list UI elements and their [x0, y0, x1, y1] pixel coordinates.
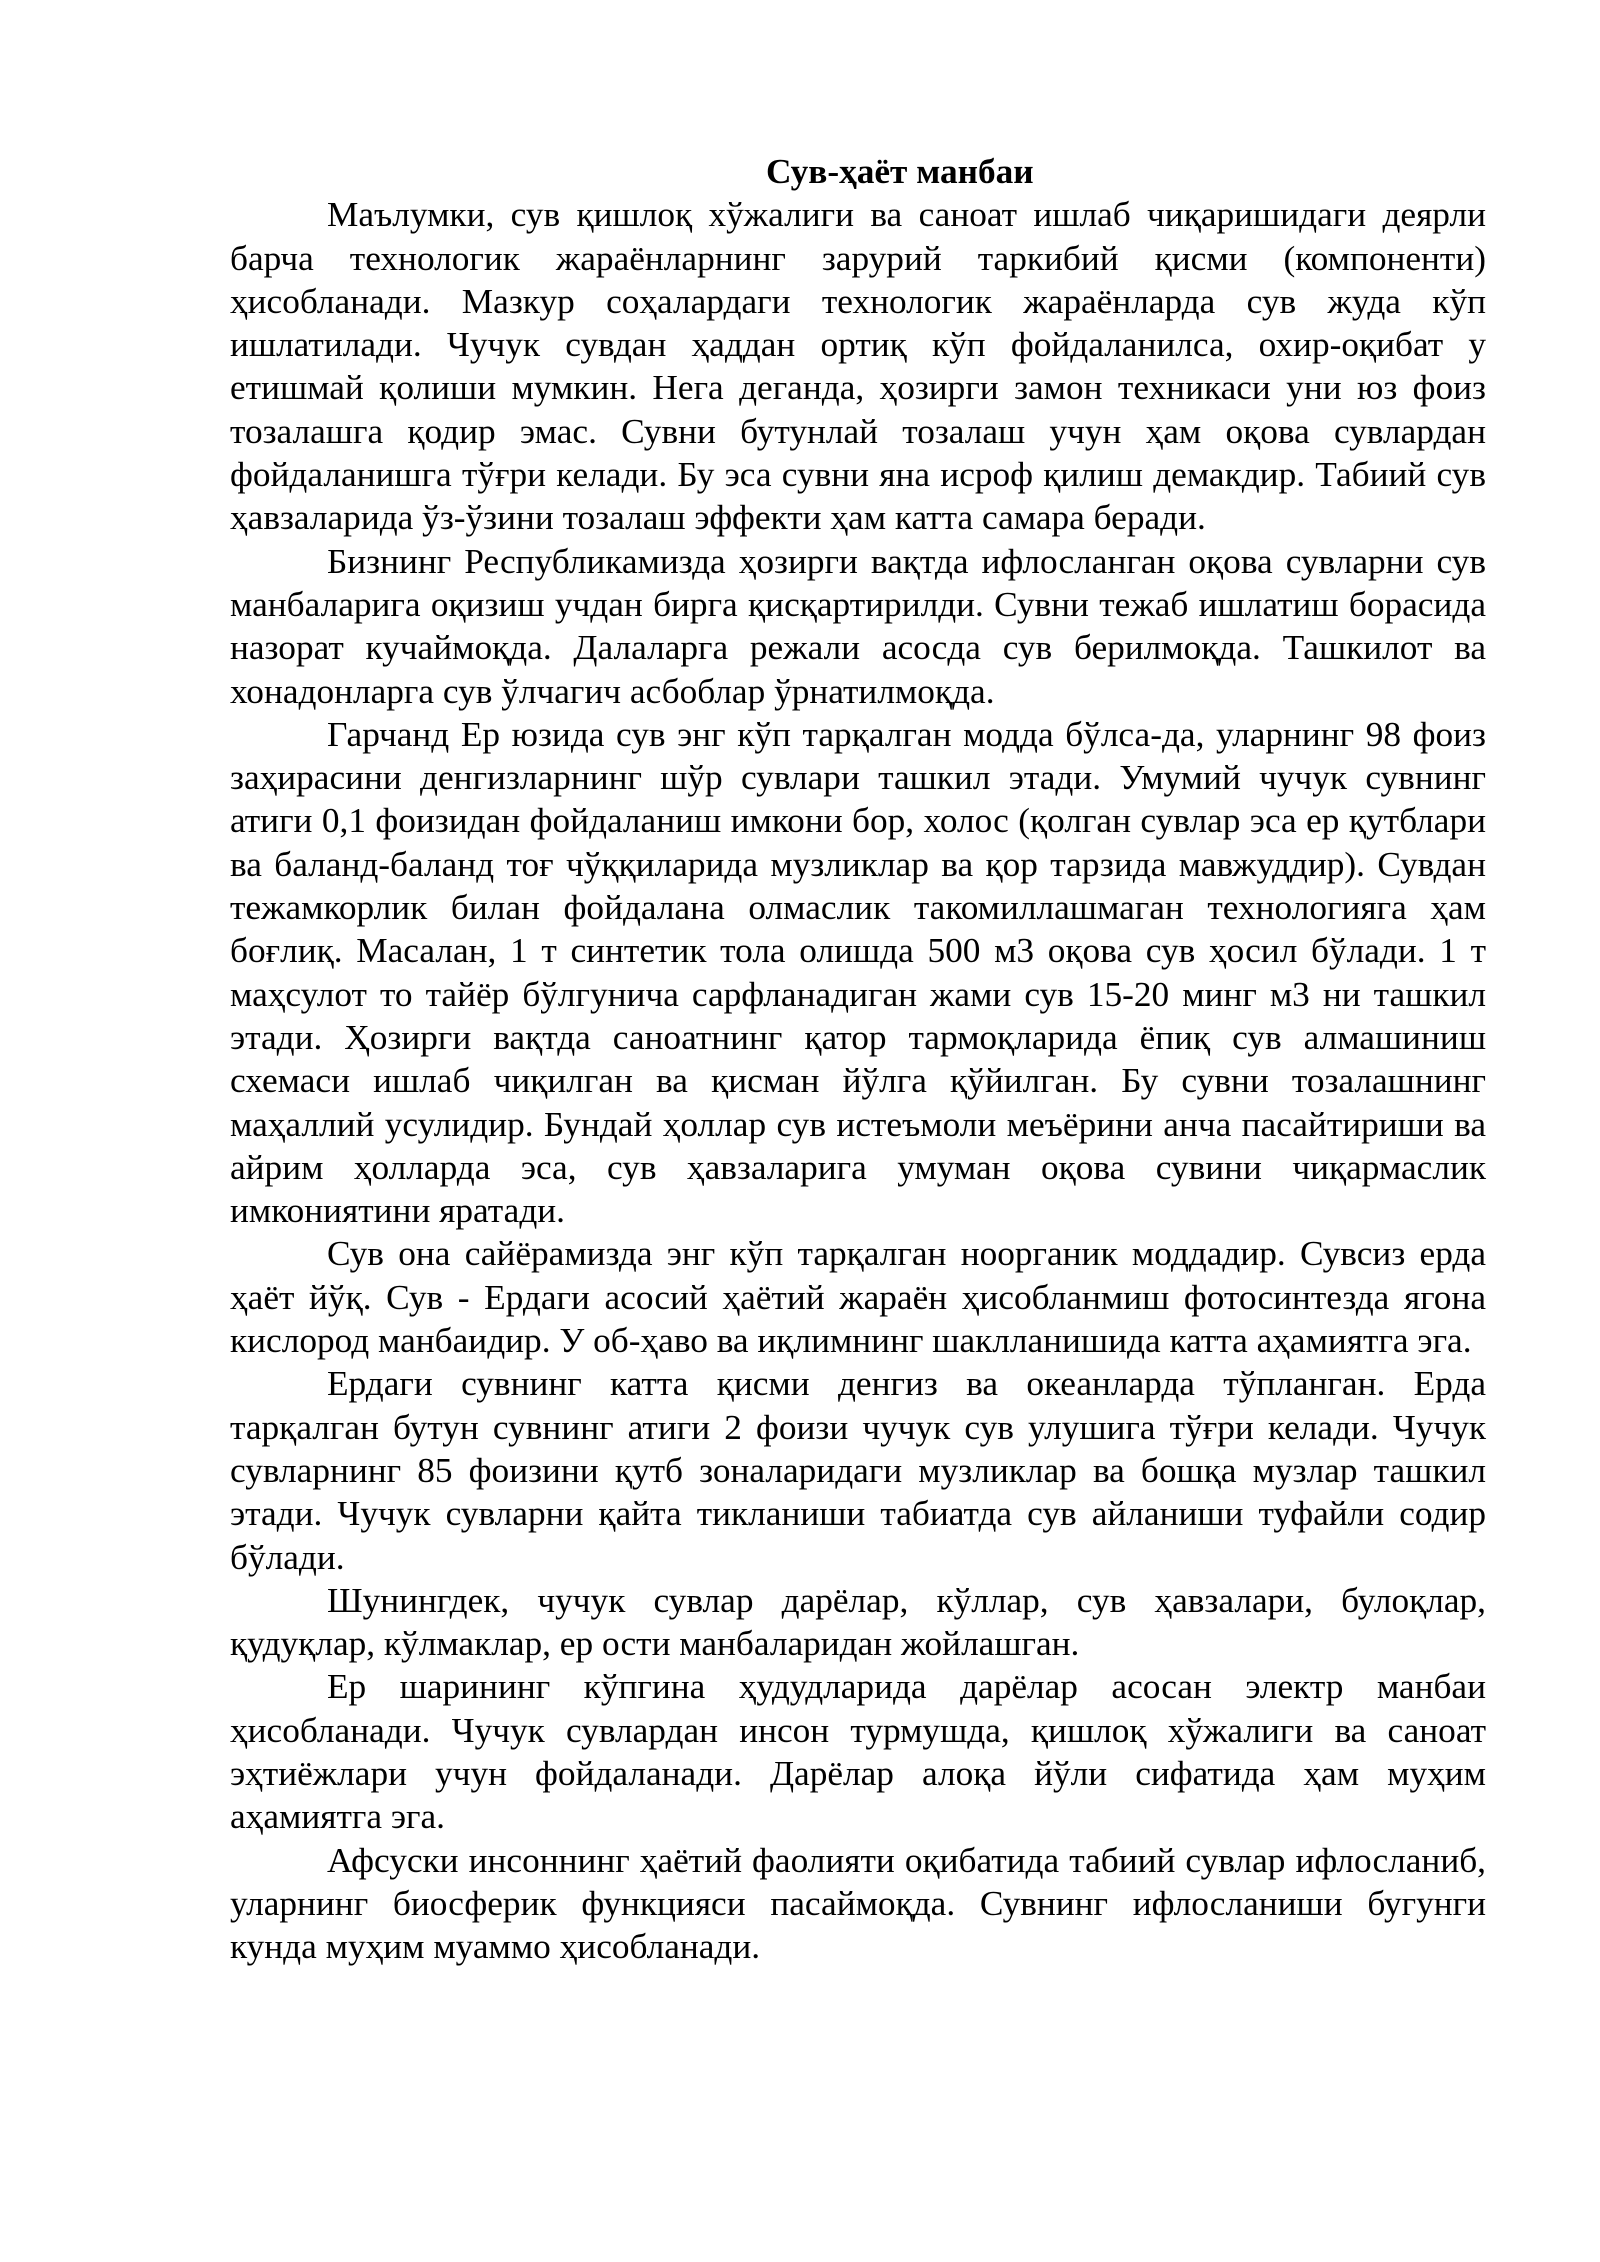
paragraph-8: Афсуски инсоннинг ҳаётий фаолияти оқибатида табиий сувлар ифлосланиб, уларнинг биосферик функцияси пасаймоқда. Сувнинг ифлосланиши бугунги кунда муҳим муаммо ҳисобланади.: [230, 1840, 1486, 1967]
paragraph-4: Сув она сайёрамизда энг кўп тарқалган ноорганик моддадир. Сувсиз ерда ҳаёт йўқ. Сув - Ердаги асосий ҳаётий жараён ҳисобланмиш фотосинтезда ягона кислород манбаидир. У об-ҳаво ва иқлимнинг шаклланишида катта аҳамиятга эга.: [230, 1234, 1486, 1361]
paragraph-2: Бизнинг Республикамизда ҳозирги вақтда ифлосланган оқова сувларни сув манбаларига оқизиш учдан бирга қисқартирилди. Сувни тежаб ишлатиш борасида назорат кучаймоқда. Далаларга режали асосда сув берилмоқда. Ташкилот ва хонадонларга сув ўлчагич асбоблар ўрнатилмоқда.: [230, 541, 1486, 711]
paragraph-5: Ердаги сувнинг катта қисми денгиз ва океанларда тўпланган. Ерда тарқалган бутун сувнинг атиги 2 фоизи чучук сув улушига тўғри келади. Чучук сувларнинг 85 фоизини қутб зоналаридаги музликлар ва бошқа музлар ташкил этади. Чучук сувларни қайта тикланиши табиатда сув айланиши туфайли содир бўлади.: [230, 1364, 1486, 1577]
document-title: Сув-ҳаёт манбаи: [766, 152, 1034, 191]
paragraph-1: Маълумки, сув қишлоқ хўжалиги ва саноат ишлаб чиқаришидаги деярли барча технологик жараёнларнинг зарурий таркибий қисми (компоненти) ҳисобланади. Мазкур соҳалардаги технологик жараёнларда сув жуда кўп ишлатилади. Чучук сувдан ҳаддан ортиқ кўп фойдаланилса, охир-оқибат у етишмай қолиши мумкин. Нега деганда, ҳозирги замон техникаси уни юз фоиз тозалашга қодир эмас. Сувни бутунлай тозалаш учун ҳам оқова сувлардан фойдаланишга тўғри келади. Бу эса сувни яна исроф қилиш демакдир. Табиий сув ҳавзаларида ўз-ўзини тозалаш эффекти ҳам катта самара беради.: [230, 195, 1486, 538]
paragraph-6: Шунингдек, чучук сувлар дарёлар, кўллар, сув ҳавзалари, булоқлар, қудуқлар, кўлмаклар, ер ости манбаларидан жойлашган.: [230, 1580, 1486, 1664]
paragraph-3: Гарчанд Ер юзида сув энг кўп тарқалган модда бўлса-да, уларнинг 98 фоиз заҳирасини денгизларнинг шўр сувлари ташкил этади. Умумий чучук сувнинг атиги 0,1 фоизидан фойдаланиш имкони бор, холос (қолган сувлар эса ер қутблари ва баланд-баланд тоғ чўққиларида музликлар ва қор тарзида мавжуддир). Сувдан тежамкорлик билан фойдалана олмаслик такомиллашмаган технологияга ҳам боғлиқ. Масалан, 1 т синтетик тола олишда 500 м3 оқова сув ҳосил бўлади. 1 т маҳсулот то тайёр бўлгунича сарфланадиган жами сув 15-20 минг м3 ни ташкил этади. Ҳозирги вақтда саноатнинг қатор тармоқларида ёпиқ сув алмашиниш схемаси ишлаб чиқилган ва қисман йўлга қўйилган. Бу сувни тозалашнинг маҳаллий усулидир. Бундай ҳоллар сув истеъмоли меъёрини анча пасайтириши ва айрим ҳолларда эса, сув ҳавзаларига умуман оқова сувини чиқармаслик имкониятини яратади.: [230, 714, 1486, 1231]
paragraph-7: Ер шарининг кўпгина ҳудудларида дарёлар асосан электр манбаи ҳисобланади. Чучук сувлардан инсон турмушда, қишлоқ хўжалиги ва саноат эҳтиёжлари учун фойдаланади. Дарёлар алоқа йўли сифатида ҳам муҳим аҳамиятга эга.: [230, 1667, 1486, 1837]
document-body: [230, 150, 1486, 1968]
